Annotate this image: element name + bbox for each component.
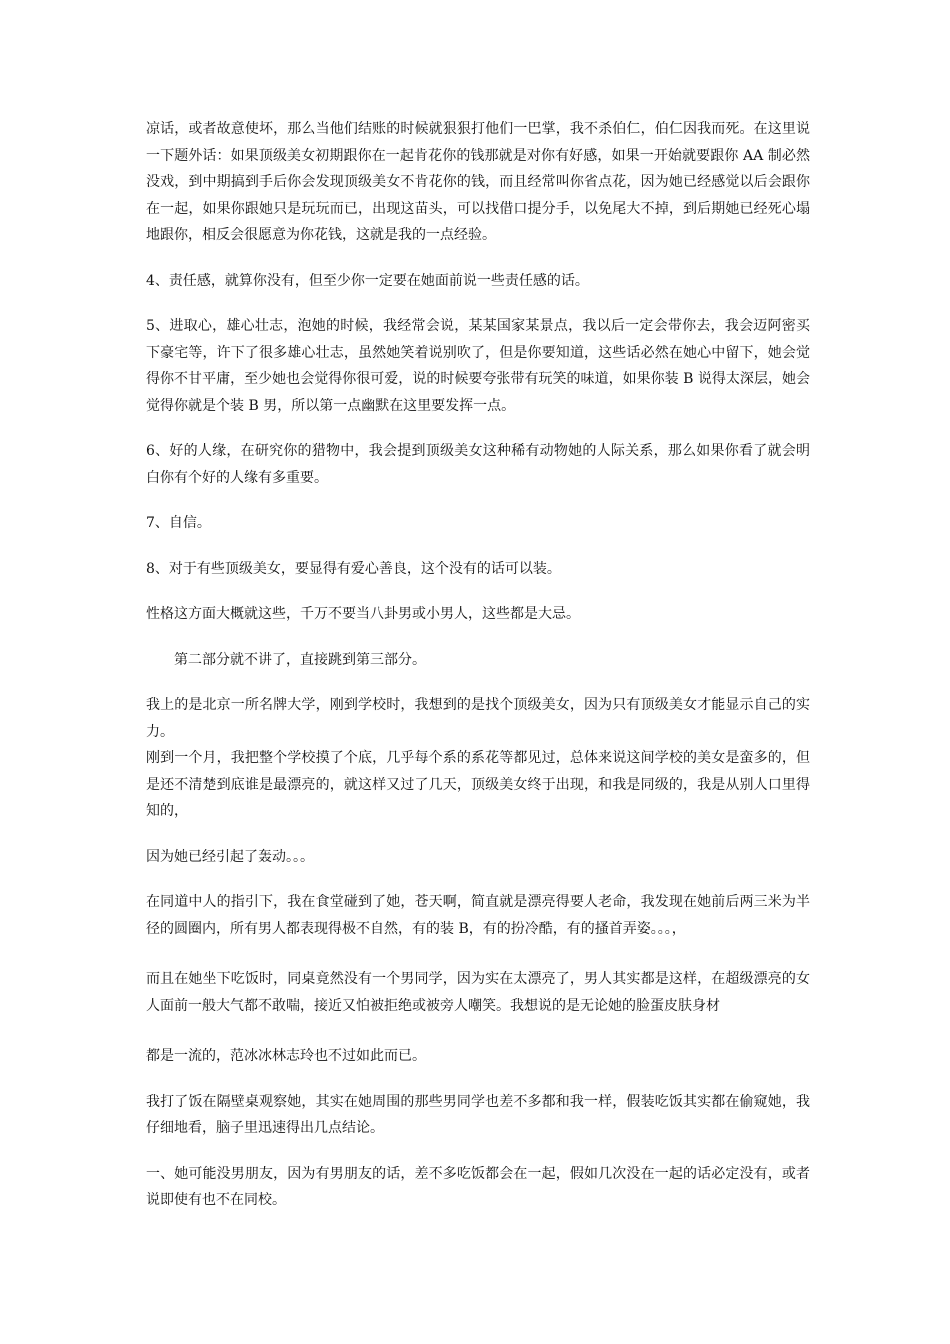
paragraph-gap — [146, 1019, 810, 1043]
paragraph-point-6: 6、好的人缘，在研究你的猎物中，我会提到顶级美女这种稀有动物她的人际关系，那么如果你看了就会明白你有个好的人缘有多重要。 — [146, 443, 810, 486]
paragraph-part-two-note: 第二部分就不讲了，直接跳到第三部分。 — [174, 651, 426, 668]
paragraph-gap — [146, 628, 810, 647]
paragraph-personality-summary: 性格这方面大概就这些，千万不要当八卦男或小男人，这些都是大忌。 — [146, 606, 580, 622]
paragraph-gap — [146, 537, 810, 556]
paragraph-gap — [146, 1142, 810, 1161]
paragraph-gap — [146, 249, 810, 268]
paragraph-canteen: 在同道中人的指引下，我在食堂碰到了她，苍天啊，简直就是漂亮得要人老命，我发现在她前后两三米为半径的圆圈内，所有男人都表现得极不自然，有的装 B，有的扮冷酷，有的搔首弄姿。。。， — [146, 894, 810, 937]
paragraph-conclusion-one: 一、她可能没男朋友，因为有男朋友的话，差不多吃饭都会在一起，假如几次没在一起的话必定没有，或者说即使有也不在同校。 — [146, 1165, 810, 1208]
body-text — [146, 116, 810, 1214]
paragraph-eating-alone: 而且在她坐下吃饭时，同桌竟然没有一个男同学，因为实在太漂亮了，男人其实都是这样，在超级漂亮的女人面前一般大气都不敢喘，接近又怕被拒绝或被旁人嘲笑。我想说的是无论她的脸蛋皮肤身材 — [146, 971, 810, 1014]
paragraph-gap — [146, 294, 810, 313]
paragraph-gap — [146, 942, 810, 966]
paragraph-gap — [146, 419, 810, 438]
paragraph-first-class: 都是一流的，范冰冰林志玲也不过如此而已。 — [146, 1048, 426, 1064]
paragraph-sensation: 因为她已经引起了轰动。。。 — [146, 848, 314, 865]
paragraph-gap — [146, 582, 810, 601]
paragraph-point-5: 5、进取心，雄心壮志，泡她的时候，我经常会说，某某国家某景点，我以后一定会带你去，我会迈阿密买下豪宅等，许下了很多雄心壮志，虽然她笑着说别吹了，但是你要知道，这些话必然在她心中留下，她会觉得你不甘平庸，至少她也会觉得你很可爱，说的时候要夸张带有玩笑的味道，如果你装 B 说得太深层，她会觉得你就是个装 B 男，所以第一点幽默在这里要发挥一点。 — [146, 318, 810, 414]
paragraph-university: 我上的是北京一所名牌大学，刚到学校时，我想到的是找个顶级美女，因为只有顶级美女才能显示自己的实力。 — [146, 697, 810, 740]
paragraph-point-7: 7、自信。 — [146, 515, 211, 531]
paragraph-intro-continuation: 凉话，或者故意使坏，那么当他们结账的时候就狠狠打他们一巴掌，我不杀伯仁，伯仁因我而死。在这里说一下题外话：如果顶级美女初期跟你在一起肯花你的钱那就是对你有好感，如果一开始就要跟你 AA 制必然没戏，到中期搞到手后你会发现顶级美女不肯花你的钱，而且经常叫你省点花，因为她已经感觉以后会跟你在一起，如果你跟她只是玩玩而已，出现这苗头，可以找借口提分手，以免尾大不掉，到后期她已经死心塌地跟你，相反会很愿意为你花钱，这就是我的一点经验。 — [146, 121, 810, 243]
paragraph-gap — [146, 491, 810, 510]
paragraph-first-month: 刚到一个月，我把整个学校摸了个底，几乎每个系的系花等都见过，总体来说这间学校的美女是蛮多的，但是还不清楚到底谁是最漂亮的，就这样又过了几天，顶级美女终于出现，和我是同级的，我是从别人口里得知的， — [146, 750, 810, 819]
paragraph-point-4: 4、责任感，就算你没有，但至少你一定要在她面前说一些责任感的话。 — [146, 272, 589, 289]
paragraph-gap — [146, 825, 810, 844]
paragraph-gap — [146, 1070, 810, 1089]
paragraph-gap — [146, 870, 810, 889]
paragraph-observation: 我打了饭在隔壁桌观察她，其实在她周围的那些男同学也差不多都和我一样，假装吃饭其实都在偷窥她，我仔细地看，脑子里迅速得出几点结论。 — [146, 1093, 810, 1136]
paragraph-point-8: 8、对于有些顶级美女，要显得有爱心善良，这个没有的话可以装。 — [146, 560, 561, 577]
paragraph-gap — [146, 673, 810, 692]
